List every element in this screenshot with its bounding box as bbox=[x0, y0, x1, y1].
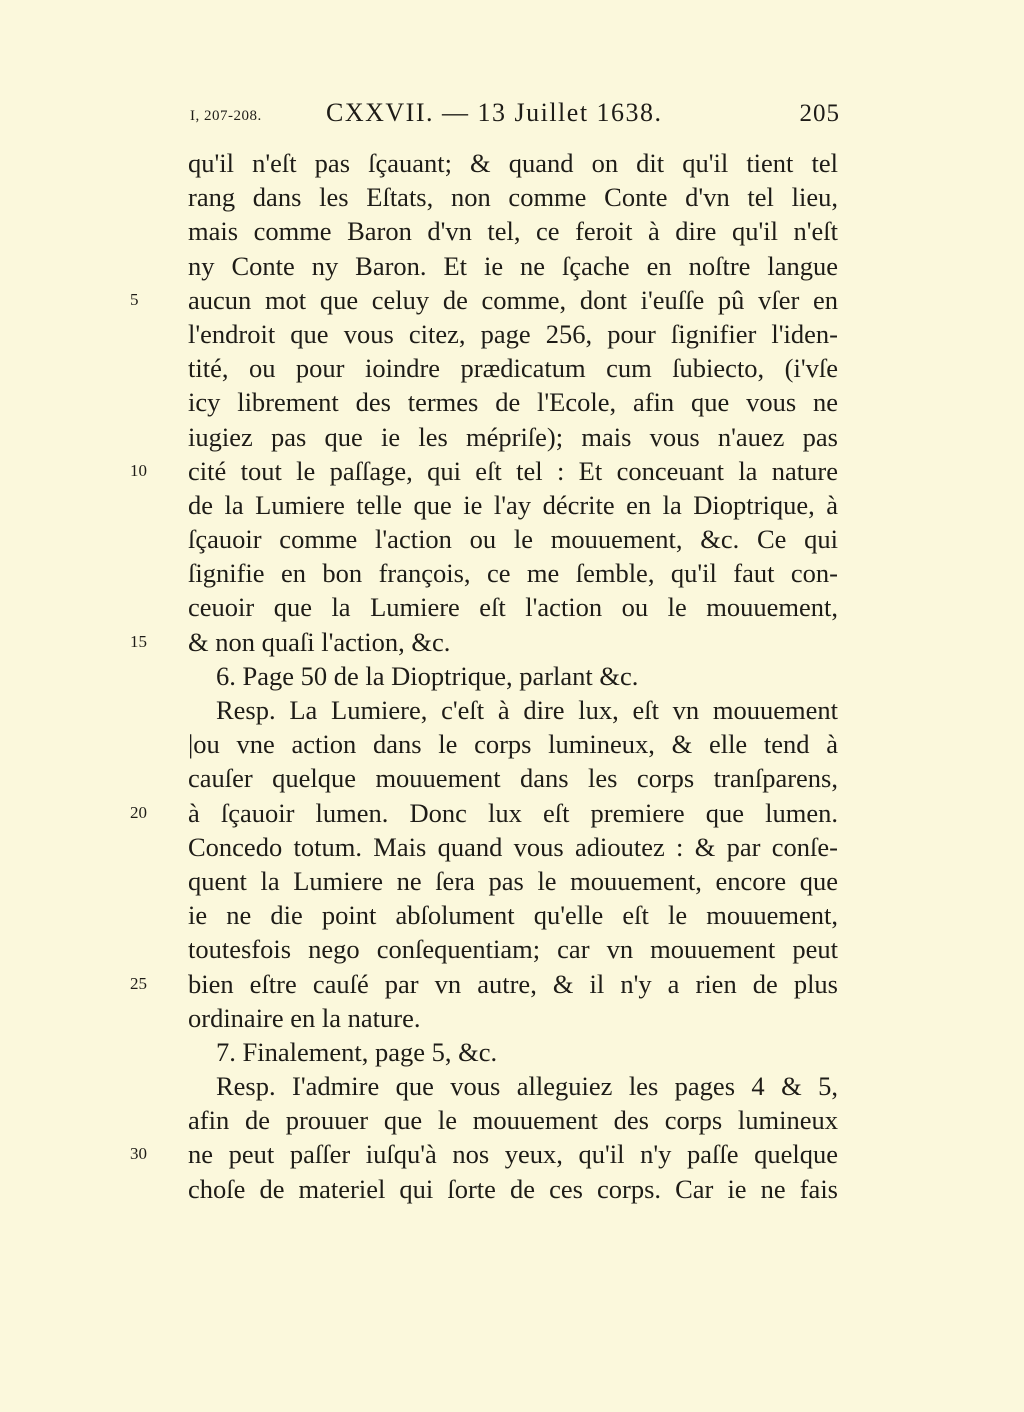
text-line-25 bbox=[130, 967, 838, 1001]
line-text: tité, ou pour ioindre prædicatum cum ſubiecto, (i'vſe bbox=[188, 353, 838, 384]
line-text: 6. Page 50 de la Dioptrique, parlant &c. bbox=[216, 660, 639, 691]
text-line-22 bbox=[188, 864, 838, 898]
text-line-14 bbox=[188, 590, 838, 624]
line-number: 30 bbox=[130, 1144, 147, 1164]
line-text: ceuoir que la Lumiere eſt l'action ou le mouuement, bbox=[188, 592, 838, 623]
text-line-10 bbox=[130, 454, 838, 488]
text-line-7 bbox=[188, 351, 838, 385]
line-text: ie ne die point abſolument qu'elle eſt le mouuement, bbox=[188, 900, 838, 931]
line-number: 20 bbox=[130, 802, 147, 822]
line-text: Resp. La Lumiere, c'eſt à dire lux, eſt vn mouuement bbox=[216, 695, 838, 725]
text-line-6 bbox=[188, 317, 838, 351]
text-line-11 bbox=[188, 488, 838, 522]
running-header bbox=[190, 98, 840, 134]
line-text: icy librement des termes de l'Ecole, afin que vous ne bbox=[188, 387, 838, 418]
text-line-17 bbox=[188, 693, 838, 727]
line-text: afin de prouuer que le mouuement des corps lumineux bbox=[188, 1105, 838, 1136]
line-text: mais comme Baron d'vn tel, ce feroit à dire qu'il n'eſt bbox=[188, 216, 838, 247]
text-line-21 bbox=[188, 830, 838, 864]
line-text: rang dans les Eſtats, non comme Conte d'vn tel lieu, bbox=[188, 182, 838, 213]
body-text bbox=[130, 146, 838, 1206]
text-line-13 bbox=[188, 556, 838, 590]
page-number: 205 bbox=[799, 100, 840, 127]
text-line-4 bbox=[188, 249, 838, 283]
line-text: iugiez pas que ie les mépriſe); mais vous n'auez pas bbox=[188, 421, 838, 452]
line-text: 7. Finalement, page 5, &c. bbox=[216, 1036, 498, 1067]
text-line-8 bbox=[188, 385, 838, 419]
text-line-26 bbox=[188, 1001, 838, 1035]
letter-heading: CXXVII. — 13 Juillet 1638. bbox=[326, 98, 663, 127]
text-line-12 bbox=[188, 522, 838, 556]
text-line-16 bbox=[188, 659, 838, 693]
text-line-29 bbox=[188, 1103, 838, 1137]
text-line-1 bbox=[188, 146, 838, 180]
text-line-2 bbox=[188, 180, 838, 214]
line-text: l'endroit que vous citez, page 256, pour ſignifier l'iden- bbox=[188, 318, 838, 349]
text-line-28 bbox=[188, 1069, 838, 1103]
line-text: ordinaire en la nature. bbox=[188, 1002, 421, 1033]
line-text: choſe de materiel qui ſorte de ces corps. Car ie ne fais bbox=[188, 1173, 838, 1204]
line-text: ny Conte ny Baron. Et ie ne ſçache en noſtre langue bbox=[188, 250, 838, 281]
line-text: cité tout le paſſage, qui eſt tel : Et conceuant la nature bbox=[188, 455, 838, 486]
line-text: ne peut paſſer iuſqu'à nos yeux, qu'il n'y paſſe quelque bbox=[188, 1139, 838, 1170]
line-number: 15 bbox=[130, 631, 147, 651]
line-text: |ou vne action dans le corps lumineux, & elle tend à bbox=[188, 729, 838, 760]
text-line-15 bbox=[130, 625, 838, 659]
line-text: ſçauoir comme l'action ou le mouuement, &c. Ce qui bbox=[188, 524, 838, 555]
line-text: bien eſtre cauſé par vn autre, & il n'y a rien de plus bbox=[188, 968, 838, 999]
line-text: & non quaſi l'action, &c. bbox=[188, 626, 451, 657]
text-line-5 bbox=[130, 283, 838, 317]
line-text: Concedo totum. Mais quand vous adioutez : & par conſe- bbox=[188, 831, 838, 862]
text-line-27 bbox=[188, 1035, 838, 1069]
text-line-23 bbox=[188, 898, 838, 932]
line-number: 5 bbox=[130, 289, 139, 309]
text-line-19 bbox=[188, 761, 838, 795]
volume-page-reference: I, 207-208. bbox=[190, 108, 262, 124]
line-number: 25 bbox=[130, 973, 147, 993]
line-text: Resp. I'admire que vous alleguiez les pages 4 & 5, bbox=[216, 1071, 838, 1102]
text-line-18 bbox=[188, 727, 838, 761]
line-text: cauſer quelque mouuement dans les corps tranſparens, bbox=[188, 763, 838, 794]
text-line-31 bbox=[188, 1172, 838, 1206]
line-text: qu'il n'eſt pas ſçauant; & quand on dit qu'il tient tel bbox=[188, 148, 838, 178]
text-line-3 bbox=[188, 214, 838, 248]
line-text: toutesfois nego conſequentiam; car vn mouuement peut bbox=[188, 934, 838, 965]
line-text: aucun mot que celuy de comme, dont i'euſſe pû vſer en bbox=[188, 284, 838, 315]
line-text: quent la Lumiere ne ſera pas le mouuement, encore que bbox=[188, 865, 838, 896]
line-text: à ſçauoir lumen. Donc lux eſt premiere que lumen. bbox=[188, 797, 838, 828]
text-line-20 bbox=[130, 796, 838, 830]
line-number: 10 bbox=[130, 460, 147, 480]
line-text: de la Lumiere telle que ie l'ay décrite en la Dioptrique, à bbox=[188, 489, 838, 520]
text-line-30 bbox=[130, 1137, 838, 1171]
text-line-24 bbox=[188, 932, 838, 966]
line-text: ſignifie en bon françois, ce me ſemble, qu'il faut con- bbox=[188, 558, 838, 589]
text-line-9 bbox=[188, 420, 838, 454]
